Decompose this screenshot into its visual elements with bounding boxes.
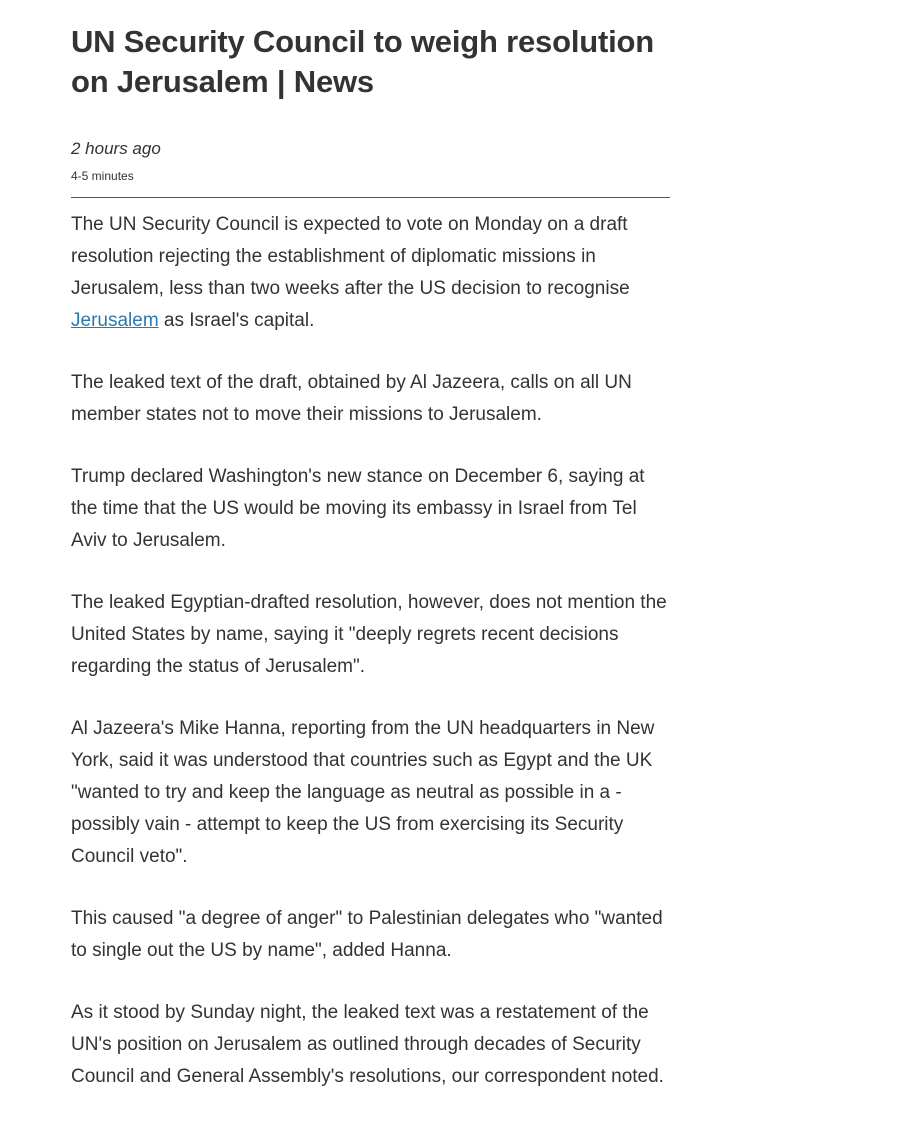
reading-time: 4-5 minutes xyxy=(71,169,134,183)
paragraph-text: as Israel's capital. xyxy=(158,310,315,331)
paragraph: The leaked text of the draft, obtained by Al Jazeera, calls on all UN member states not to move their missions to Jerusalem. xyxy=(71,372,632,425)
article-title: UN Security Council to weigh resolution on Jerusalem | News xyxy=(71,24,654,99)
header-divider xyxy=(71,197,670,198)
article-body xyxy=(71,209,671,1093)
paragraph xyxy=(71,209,671,337)
paragraph: As it stood by Sunday night, the leaked text was a restatement of the UN's position on Jerusalem as outlined through decades of Security Council and General Assembly's resolutions, our correspondent noted. xyxy=(71,1002,664,1087)
article xyxy=(71,22,671,1123)
paragraph: This caused "a degree of anger" to Palestinian delegates who "wanted to single out the US by name", added Hanna. xyxy=(71,908,663,961)
jerusalem-link[interactable]: Jerusalem xyxy=(71,310,159,331)
published-time: 2 hours ago xyxy=(71,139,161,158)
paragraph: The leaked Egyptian-drafted resolution, however, does not mention the United States by name, saying it "deeply regrets recent decisions regarding the status of Jerusalem". xyxy=(71,592,667,677)
paragraph: Al Jazeera's Mike Hanna, reporting from the UN headquarters in New York, said it was understood that countries such as Egypt and the UK "wanted to try and keep the language as neutral as possible in a - possibly vain - attempt to keep the US from exercising its Security Council veto". xyxy=(71,718,655,867)
paragraph: Trump declared Washington's new stance on December 6, saying at the time that the US would be moving its embassy in Israel from Tel Aviv to Jerusalem. xyxy=(71,466,645,551)
paragraph-text: The UN Security Council is expected to vote on Monday on a draft resolution rejecting the establishment of diplomatic missions in Jerusalem, less than two weeks after the US decision to recognise xyxy=(71,214,630,299)
